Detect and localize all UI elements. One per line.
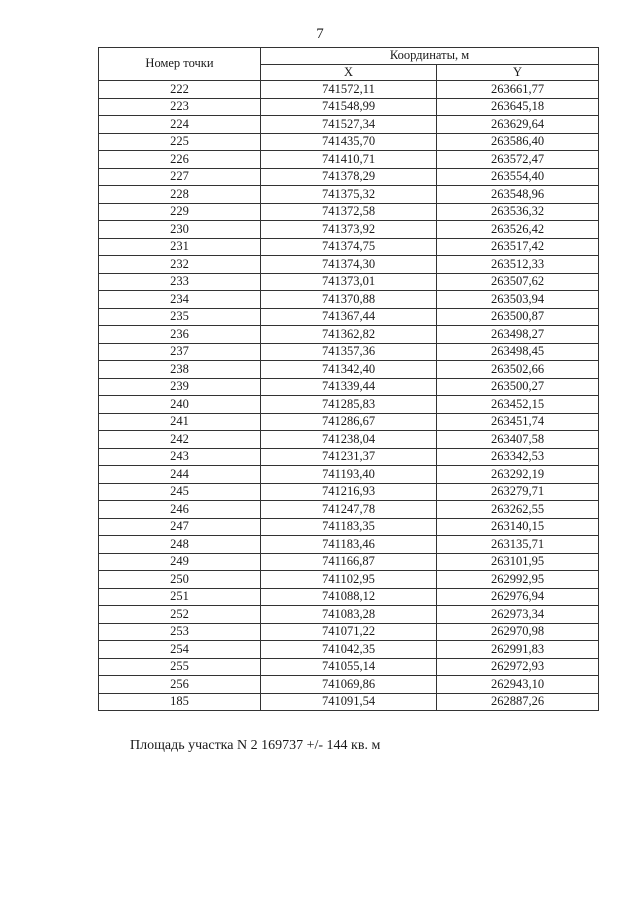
y-coordinate-cell: 262991,83 bbox=[437, 641, 599, 659]
point-number-cell: 235 bbox=[99, 308, 261, 326]
point-number-cell: 225 bbox=[99, 133, 261, 151]
table-row bbox=[99, 501, 599, 519]
y-coordinate-cell: 263645,18 bbox=[437, 98, 599, 116]
y-coordinate-cell: 263554,40 bbox=[437, 168, 599, 186]
point-number-cell: 185 bbox=[99, 693, 261, 711]
point-number-cell: 237 bbox=[99, 343, 261, 361]
table-row bbox=[99, 98, 599, 116]
x-coordinate-cell: 741374,75 bbox=[261, 238, 437, 256]
y-coordinate-cell: 262992,95 bbox=[437, 571, 599, 589]
point-number-cell: 241 bbox=[99, 413, 261, 431]
y-coordinate-cell: 263262,55 bbox=[437, 501, 599, 519]
point-number-cell: 244 bbox=[99, 466, 261, 484]
y-coordinate-cell: 263135,71 bbox=[437, 536, 599, 554]
y-coordinate-cell: 263342,53 bbox=[437, 448, 599, 466]
point-number-cell: 252 bbox=[99, 606, 261, 624]
x-coordinate-cell: 741357,36 bbox=[261, 343, 437, 361]
point-number-cell: 227 bbox=[99, 168, 261, 186]
y-coordinate-cell: 262972,93 bbox=[437, 658, 599, 676]
point-number-cell: 231 bbox=[99, 238, 261, 256]
table-row bbox=[99, 273, 599, 291]
x-coordinate-cell: 741286,67 bbox=[261, 413, 437, 431]
point-number-cell: 249 bbox=[99, 553, 261, 571]
y-coordinate-cell: 263101,95 bbox=[437, 553, 599, 571]
point-number-cell: 240 bbox=[99, 396, 261, 414]
table-row bbox=[99, 343, 599, 361]
y-coordinate-cell: 263526,42 bbox=[437, 221, 599, 239]
x-coordinate-cell: 741183,35 bbox=[261, 518, 437, 536]
point-number-cell: 234 bbox=[99, 291, 261, 309]
table-row bbox=[99, 133, 599, 151]
table-row bbox=[99, 151, 599, 169]
table-row bbox=[99, 676, 599, 694]
table-row bbox=[99, 641, 599, 659]
point-number-cell: 223 bbox=[99, 98, 261, 116]
x-coordinate-cell: 741055,14 bbox=[261, 658, 437, 676]
y-coordinate-cell: 263517,42 bbox=[437, 238, 599, 256]
point-number-cell: 253 bbox=[99, 623, 261, 641]
point-number-cell: 238 bbox=[99, 361, 261, 379]
header-point-number: Номер точки bbox=[99, 48, 261, 81]
point-number-cell: 239 bbox=[99, 378, 261, 396]
table-row bbox=[99, 606, 599, 624]
x-coordinate-cell: 741069,86 bbox=[261, 676, 437, 694]
point-number-cell: 243 bbox=[99, 448, 261, 466]
y-coordinate-cell: 263452,15 bbox=[437, 396, 599, 414]
x-coordinate-cell: 741548,99 bbox=[261, 98, 437, 116]
y-coordinate-cell: 262976,94 bbox=[437, 588, 599, 606]
table-row bbox=[99, 413, 599, 431]
header-y: Y bbox=[437, 64, 599, 81]
point-number-cell: 247 bbox=[99, 518, 261, 536]
x-coordinate-cell: 741410,71 bbox=[261, 151, 437, 169]
x-coordinate-cell: 741435,70 bbox=[261, 133, 437, 151]
y-coordinate-cell: 262970,98 bbox=[437, 623, 599, 641]
table-row bbox=[99, 571, 599, 589]
table-row bbox=[99, 553, 599, 571]
table-row bbox=[99, 623, 599, 641]
y-coordinate-cell: 263548,96 bbox=[437, 186, 599, 204]
table-row bbox=[99, 168, 599, 186]
point-number-cell: 230 bbox=[99, 221, 261, 239]
x-coordinate-cell: 741378,29 bbox=[261, 168, 437, 186]
x-coordinate-cell: 741375,32 bbox=[261, 186, 437, 204]
x-coordinate-cell: 741247,78 bbox=[261, 501, 437, 519]
table-row bbox=[99, 588, 599, 606]
y-coordinate-cell: 263502,66 bbox=[437, 361, 599, 379]
x-coordinate-cell: 741527,34 bbox=[261, 116, 437, 134]
x-coordinate-cell: 741071,22 bbox=[261, 623, 437, 641]
header-coordinates: Координаты, м bbox=[261, 48, 599, 65]
y-coordinate-cell: 263572,47 bbox=[437, 151, 599, 169]
point-number-cell: 254 bbox=[99, 641, 261, 659]
table-row bbox=[99, 378, 599, 396]
y-coordinate-cell: 263512,33 bbox=[437, 256, 599, 274]
table-row bbox=[99, 483, 599, 501]
table-row bbox=[99, 396, 599, 414]
y-coordinate-cell: 263500,87 bbox=[437, 308, 599, 326]
y-coordinate-cell: 262887,26 bbox=[437, 693, 599, 711]
page-number: 7 bbox=[316, 26, 324, 42]
x-coordinate-cell: 741091,54 bbox=[261, 693, 437, 711]
point-number-cell: 248 bbox=[99, 536, 261, 554]
x-coordinate-cell: 741285,83 bbox=[261, 396, 437, 414]
table-row bbox=[99, 536, 599, 554]
point-number-cell: 222 bbox=[99, 81, 261, 99]
x-coordinate-cell: 741362,82 bbox=[261, 326, 437, 344]
table-row bbox=[99, 238, 599, 256]
table-row bbox=[99, 431, 599, 449]
point-number-cell: 224 bbox=[99, 116, 261, 134]
table-row bbox=[99, 291, 599, 309]
x-coordinate-cell: 741373,92 bbox=[261, 221, 437, 239]
point-number-cell: 251 bbox=[99, 588, 261, 606]
point-number-cell: 242 bbox=[99, 431, 261, 449]
x-coordinate-cell: 741193,40 bbox=[261, 466, 437, 484]
table-row bbox=[99, 221, 599, 239]
x-coordinate-cell: 741231,37 bbox=[261, 448, 437, 466]
y-coordinate-cell: 263629,64 bbox=[437, 116, 599, 134]
table-row bbox=[99, 81, 599, 99]
table-row bbox=[99, 308, 599, 326]
coordinates-table-body bbox=[99, 81, 599, 711]
x-coordinate-cell: 741339,44 bbox=[261, 378, 437, 396]
table-row bbox=[99, 116, 599, 134]
x-coordinate-cell: 741373,01 bbox=[261, 273, 437, 291]
x-coordinate-cell: 741183,46 bbox=[261, 536, 437, 554]
y-coordinate-cell: 263292,19 bbox=[437, 466, 599, 484]
x-coordinate-cell: 741083,28 bbox=[261, 606, 437, 624]
point-number-cell: 250 bbox=[99, 571, 261, 589]
x-coordinate-cell: 741367,44 bbox=[261, 308, 437, 326]
point-number-cell: 246 bbox=[99, 501, 261, 519]
x-coordinate-cell: 741088,12 bbox=[261, 588, 437, 606]
point-number-cell: 228 bbox=[99, 186, 261, 204]
y-coordinate-cell: 263503,94 bbox=[437, 291, 599, 309]
y-coordinate-cell: 263498,27 bbox=[437, 326, 599, 344]
x-coordinate-cell: 741370,88 bbox=[261, 291, 437, 309]
x-coordinate-cell: 741216,93 bbox=[261, 483, 437, 501]
y-coordinate-cell: 263451,74 bbox=[437, 413, 599, 431]
point-number-cell: 232 bbox=[99, 256, 261, 274]
table-row bbox=[99, 448, 599, 466]
table-row bbox=[99, 186, 599, 204]
x-coordinate-cell: 741042,35 bbox=[261, 641, 437, 659]
y-coordinate-cell: 263586,40 bbox=[437, 133, 599, 151]
x-coordinate-cell: 741166,87 bbox=[261, 553, 437, 571]
table-row bbox=[99, 256, 599, 274]
table-row bbox=[99, 326, 599, 344]
x-coordinate-cell: 741342,40 bbox=[261, 361, 437, 379]
y-coordinate-cell: 262943,10 bbox=[437, 676, 599, 694]
table-row bbox=[99, 518, 599, 536]
point-number-cell: 233 bbox=[99, 273, 261, 291]
table-row bbox=[99, 658, 599, 676]
point-number-cell: 236 bbox=[99, 326, 261, 344]
x-coordinate-cell: 741238,04 bbox=[261, 431, 437, 449]
coordinates-table bbox=[98, 47, 599, 711]
y-coordinate-cell: 263661,77 bbox=[437, 81, 599, 99]
point-number-cell: 245 bbox=[99, 483, 261, 501]
point-number-cell: 229 bbox=[99, 203, 261, 221]
x-coordinate-cell: 741374,30 bbox=[261, 256, 437, 274]
point-number-cell: 226 bbox=[99, 151, 261, 169]
table-row bbox=[99, 361, 599, 379]
x-coordinate-cell: 741372,58 bbox=[261, 203, 437, 221]
x-coordinate-cell: 741572,11 bbox=[261, 81, 437, 99]
y-coordinate-cell: 263507,62 bbox=[437, 273, 599, 291]
y-coordinate-cell: 263140,15 bbox=[437, 518, 599, 536]
table-row bbox=[99, 466, 599, 484]
area-note: Площадь участка N 2 169737 +/- 144 кв. м bbox=[130, 738, 381, 753]
point-number-cell: 255 bbox=[99, 658, 261, 676]
y-coordinate-cell: 263498,45 bbox=[437, 343, 599, 361]
table-row bbox=[99, 693, 599, 711]
y-coordinate-cell: 263536,32 bbox=[437, 203, 599, 221]
table-row bbox=[99, 203, 599, 221]
point-number-cell: 256 bbox=[99, 676, 261, 694]
x-coordinate-cell: 741102,95 bbox=[261, 571, 437, 589]
y-coordinate-cell: 263407,58 bbox=[437, 431, 599, 449]
header-x: X bbox=[261, 64, 437, 81]
y-coordinate-cell: 263500,27 bbox=[437, 378, 599, 396]
y-coordinate-cell: 263279,71 bbox=[437, 483, 599, 501]
y-coordinate-cell: 262973,34 bbox=[437, 606, 599, 624]
